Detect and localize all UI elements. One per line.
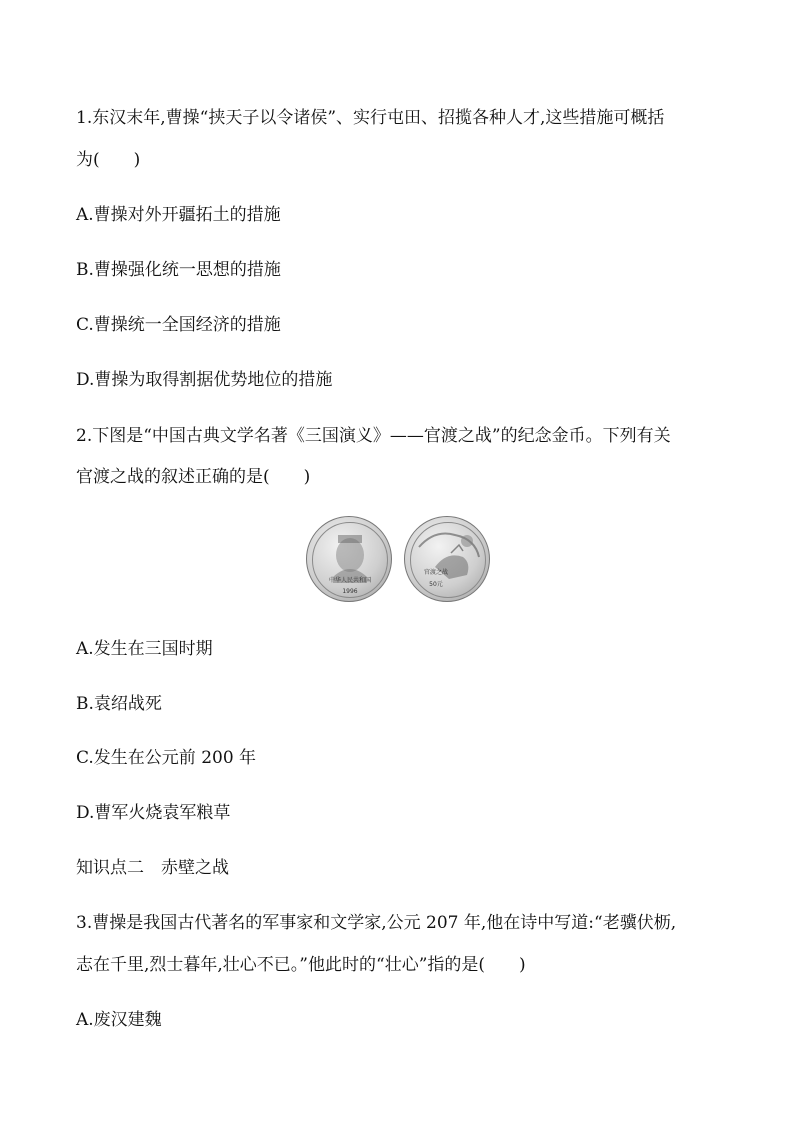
q3-stem-line2: 志在千里,烈士暮年,壮心不已。”他此时的“壮心”指的是( ) — [76, 955, 526, 975]
coin-right-value: 50元 — [429, 581, 443, 588]
q2-option-d: D.曹军火烧袁军粮草 — [76, 803, 231, 823]
q2-option-b: B.袁绍战死 — [76, 694, 162, 714]
q3-stem-line1: 3.曹操是我国古代著名的军事家和文学家,公元 207 年,他在诗中写道:“老骥伏枥, — [76, 913, 677, 933]
coin-obverse — [306, 516, 392, 602]
q2-option-a: A.发生在三国时期 — [76, 639, 213, 659]
coin-reverse — [404, 516, 490, 602]
q1-stem-line2: 为( ) — [76, 150, 141, 170]
commemorative-coins-image — [306, 516, 490, 604]
coin-left-caption: 中华人民共和国 — [328, 577, 371, 584]
q1-option-a: A.曹操对外开疆拓土的措施 — [76, 205, 281, 225]
q2-option-c: C.发生在公元前 200 年 — [76, 748, 257, 768]
coin-right-caption: 官渡之战 — [423, 569, 448, 576]
q1-option-c: C.曹操统一全国经济的措施 — [76, 315, 281, 335]
q3-option-a: A.废汉建魏 — [76, 1010, 162, 1030]
coin-left-year: 1996 — [342, 588, 358, 595]
q1-option-b: B.曹操强化统一思想的措施 — [76, 260, 281, 280]
q2-stem-line1: 2.下图是“中国古典文学名著《三国演义》——官渡之战”的纪念金币。下列有关 — [76, 426, 671, 446]
section-heading: 知识点二 赤壁之战 — [76, 858, 229, 878]
q1-option-d: D.曹操为取得割据优势地位的措施 — [76, 370, 333, 390]
q1-stem-line1: 1.东汉末年,曹操“挟天子以令诸侯”、实行屯田、招揽各种人才,这些措施可概括 — [76, 108, 665, 128]
q2-stem-line2: 官渡之战的叙述正确的是( ) — [76, 467, 311, 487]
